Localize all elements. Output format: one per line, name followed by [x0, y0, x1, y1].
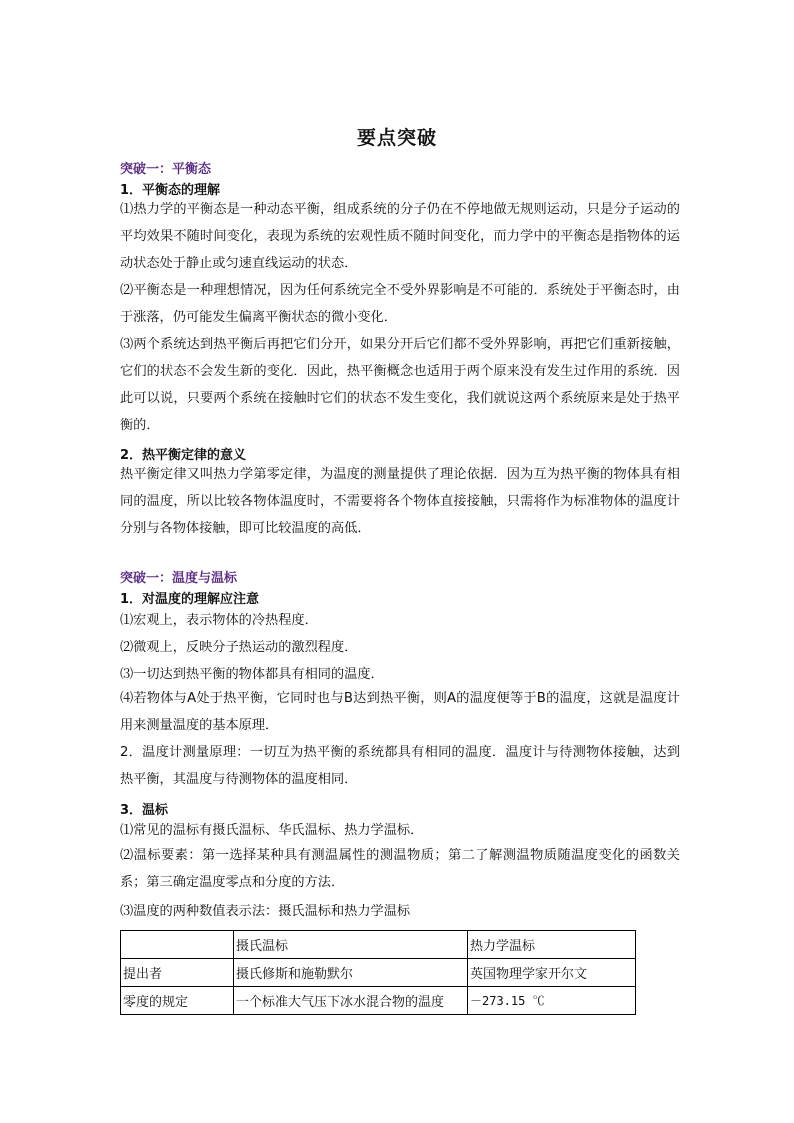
list-item: ⑵微观上，反映分子热运动的激烈程度．: [120, 640, 358, 655]
paragraph: 2．温度计测量原理：一切互为热平衡的系统都具有相同的温度．温度计与待测物体接触，达到热平衡，其温度与待测物体的温度相同．: [120, 745, 680, 787]
table-cell: －273.15 ℃: [468, 987, 636, 1015]
table-cell: 提出者: [121, 959, 234, 987]
table-cell: 一个标准大气压下冰水混合物的温度: [234, 987, 468, 1015]
table-cell: 零度的规定: [121, 987, 234, 1015]
page-title: 要点突破: [356, 127, 437, 149]
table-row: [121, 959, 636, 987]
section-heading-temperature: 突破一：温度与温标: [120, 571, 238, 586]
list-item: ⑶一切达到热平衡的物体都具有相同的温度．: [120, 667, 384, 682]
table-cell: 摄氏温标: [234, 931, 468, 959]
paragraph: ⑶两个系统达到热平衡后再把它们分开，如果分开后它们都不受外界影响，再把它们重新接触，它们的状态不会发生新的变化．因此，热平衡概念也适用于两个原来没有发生过作用的系统．因此可以说，只要两个系统在接触时它们的状态不发生变化，我们就说这两个系统原来是处于热平衡的．: [120, 337, 680, 433]
paragraph: ⑵温标要素：第一选择某种具有测温属性的测温物质；第二了解测温物质随温度变化的函数关系；第三确定温度零点和分度的方法．: [120, 848, 680, 890]
table-cell: 英国物理学家开尔文: [468, 959, 636, 987]
subheading-equilibrium-understanding: 1．平衡态的理解: [120, 183, 221, 198]
paragraph: ⑵平衡态是一种理想情况，因为任何系统完全不受外界影响是不可能的．系统处于平衡态时，由于涨落，仍可能发生偏离平衡状态的微小变化．: [120, 283, 680, 325]
subheading-temperature-scale: 3．温标: [120, 803, 169, 818]
subheading-temperature-notes: 1．对温度的理解应注意: [120, 592, 260, 607]
paragraph: 热平衡定律又叫热力学第零定律，为温度的测量提供了理论依据．因为互为热平衡的物体具有相同的温度，所以比较各物体温度时，不需要将各个物体直接接触，只需将作为标准物体的温度计分别与各物体接触，即可比较温度的高低．: [120, 467, 680, 536]
paragraph: ⑷若物体与A处于热平衡，它同时也与B达到热平衡，则A的温度便等于B的温度，这就是温度计用来测量温度的基本原理．: [120, 691, 680, 733]
table-row: [121, 931, 636, 959]
temperature-scale-table: [120, 930, 636, 1015]
list-item: ⑴常见的温标有摄氏温标、华氏温标、热力学温标．: [120, 823, 424, 838]
section-heading-equilibrium: 突破一：平衡态: [120, 162, 212, 177]
table-row: [121, 987, 636, 1015]
list-item: ⑶温度的两种数值表示法：摄氏温标和热力学温标: [120, 904, 411, 919]
table-cell: 摄氏修斯和施勒默尔: [234, 959, 468, 987]
subheading-thermal-equilibrium-law: 2．热平衡定律的意义: [120, 448, 247, 463]
list-item: ⑴宏观上，表示物体的冷热程度．: [120, 613, 318, 628]
table-cell: 热力学温标: [468, 931, 636, 959]
table-cell: [121, 931, 234, 959]
paragraph: ⑴热力学的平衡态是一种动态平衡，组成系统的分子仍在不停地做无规则运动，只是分子运动的平均效果不随时间变化，表现为系统的宏观性质不随时间变化，而力学中的平衡态是指物体的运动状态处于静止或匀速直线运动的状态．: [120, 202, 680, 271]
